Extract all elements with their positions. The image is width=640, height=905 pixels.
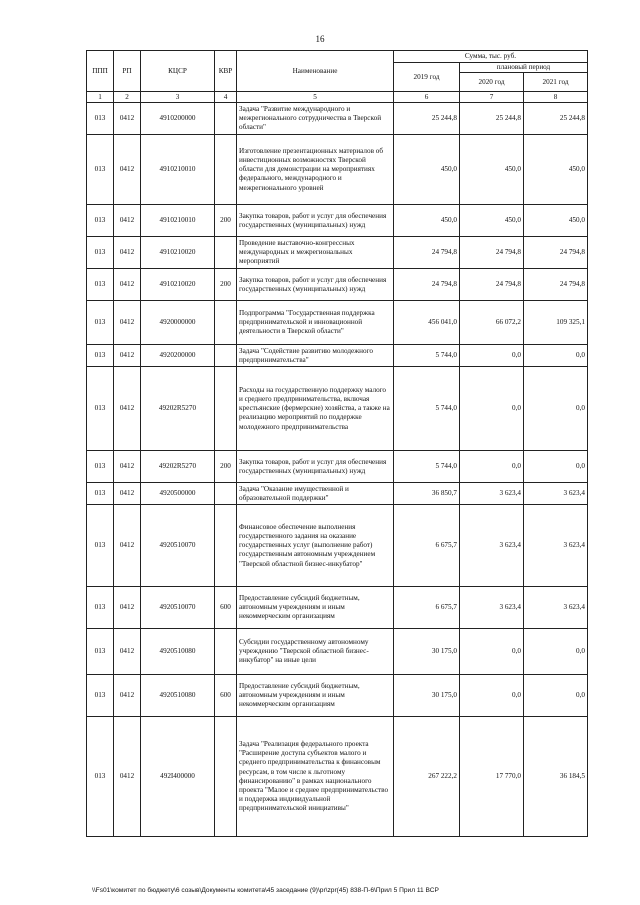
file-path-footer: \\Fs01\комитет по бюджету\6 созыв\Документы комитета\45 заседание (9)\pr\zpr(45) 838-П-6\Прил 5 Прил 11 ВСР (92, 887, 439, 894)
cell-kcsr: 4920510070 (141, 505, 215, 587)
cell-name: Закупка товаров, работ и услуг для обеспечения государственных (муниципальных) нужд (237, 451, 394, 483)
cell-kcsr: 492I400000 (141, 717, 215, 837)
cell-2021: 24 794,8 (524, 237, 588, 269)
column-number-row (87, 92, 588, 103)
cell-ppp: 013 (87, 135, 114, 205)
cell-ppp: 013 (87, 451, 114, 483)
header-ppp: ППП (87, 51, 114, 92)
cell-name: Изготовление презентационных материалов об инвестиционных возможностях Тверской области для демонстрации на мероприятиях федерального, международного и межрегионального уровней (237, 135, 394, 205)
cell-2019: 25 244,8 (394, 103, 460, 135)
cell-2021: 450,0 (524, 205, 588, 237)
table-row (87, 345, 588, 367)
cell-kvr (215, 135, 237, 205)
cell-2020: 3 623,4 (460, 483, 524, 505)
cell-kvr: 200 (215, 269, 237, 301)
cell-rp: 0412 (114, 505, 141, 587)
cell-ppp: 013 (87, 103, 114, 135)
cell-rp: 0412 (114, 587, 141, 629)
cell-ppp: 013 (87, 205, 114, 237)
cell-kcsr: 4910200000 (141, 103, 215, 135)
cell-kvr: 600 (215, 587, 237, 629)
cell-2020: 3 623,4 (460, 587, 524, 629)
cell-name: Задача "Развитие международного и межрегионального сотрудничества в Тверской области" (237, 103, 394, 135)
header-rp: РП (114, 51, 141, 92)
cell-rp: 0412 (114, 301, 141, 345)
cell-name: Проведение выставочно-конгрессных международных и межрегиональных мероприятий (237, 237, 394, 269)
cell-kvr (215, 367, 237, 451)
table-row (87, 483, 588, 505)
column-number-4: 4 (215, 92, 237, 103)
cell-2019: 456 041,0 (394, 301, 460, 345)
cell-rp: 0412 (114, 451, 141, 483)
header-sum: Сумма, тыс. руб. (394, 51, 588, 63)
cell-ppp: 013 (87, 301, 114, 345)
cell-rp: 0412 (114, 675, 141, 717)
table-body (87, 103, 588, 837)
cell-2020: 0,0 (460, 675, 524, 717)
table-row (87, 717, 588, 837)
cell-2020: 25 244,8 (460, 103, 524, 135)
cell-name: Субсидии государственному автономному учреждению "Тверской областной бизнес-инкубатор" на иные цели (237, 629, 394, 675)
cell-kcsr: 4920510080 (141, 675, 215, 717)
cell-kcsr: 4920200000 (141, 345, 215, 367)
table-row (87, 135, 588, 205)
cell-rp: 0412 (114, 103, 141, 135)
cell-name: Задача "Оказание имущественной и образовательной поддержки" (237, 483, 394, 505)
cell-2019: 5 744,0 (394, 345, 460, 367)
cell-kvr (215, 103, 237, 135)
cell-2019: 450,0 (394, 135, 460, 205)
cell-2019: 6 675,7 (394, 505, 460, 587)
cell-rp: 0412 (114, 237, 141, 269)
cell-2020: 450,0 (460, 135, 524, 205)
cell-kvr: 200 (215, 205, 237, 237)
table-row (87, 505, 588, 587)
cell-2019: 6 675,7 (394, 587, 460, 629)
cell-2020: 0,0 (460, 629, 524, 675)
cell-kcsr: 4920510080 (141, 629, 215, 675)
header-kcsr: КЦСР (141, 51, 215, 92)
cell-kvr (215, 505, 237, 587)
cell-ppp: 013 (87, 717, 114, 837)
cell-ppp: 013 (87, 629, 114, 675)
table-row (87, 237, 588, 269)
header-planned-period: плановый период (460, 63, 588, 73)
cell-rp: 0412 (114, 269, 141, 301)
table-row (87, 629, 588, 675)
cell-2021: 0,0 (524, 345, 588, 367)
cell-2020: 0,0 (460, 367, 524, 451)
cell-2021: 36 184,5 (524, 717, 588, 837)
cell-kvr (215, 237, 237, 269)
cell-2021: 25 244,8 (524, 103, 588, 135)
cell-name: Предоставление субсидий бюджетным, автономным учреждениям и иным некоммерческим организациям (237, 675, 394, 717)
cell-2020: 3 623,4 (460, 505, 524, 587)
table-row (87, 103, 588, 135)
cell-2021: 3 623,4 (524, 587, 588, 629)
cell-name: Задача "Содействие развитию молодежного предпринимательства" (237, 345, 394, 367)
cell-2019: 24 794,8 (394, 269, 460, 301)
cell-name: Предоставление субсидий бюджетным, автономным учреждениям и иным некоммерческим организациям (237, 587, 394, 629)
cell-2019: 5 744,0 (394, 367, 460, 451)
header-year-2019: 2019 год (394, 63, 460, 92)
table-row (87, 451, 588, 483)
cell-2021: 3 623,4 (524, 483, 588, 505)
cell-2019: 24 794,8 (394, 237, 460, 269)
cell-name: Финансовое обеспечение выполнения государственного задания на оказание государственных услуг (выполнение работ) государственным автономным учреждением "Тверской областной бизнес-инкубатор" (237, 505, 394, 587)
cell-2019: 36 850,7 (394, 483, 460, 505)
cell-2020: 17 770,0 (460, 717, 524, 837)
cell-ppp: 013 (87, 345, 114, 367)
cell-kcsr: 4910210020 (141, 237, 215, 269)
cell-kvr (215, 345, 237, 367)
cell-kcsr: 4920500000 (141, 483, 215, 505)
cell-name: Подпрограмма "Государственная поддержка предпринимательской и инновационной деятельности в Тверской области" (237, 301, 394, 345)
table-row (87, 205, 588, 237)
cell-ppp: 013 (87, 269, 114, 301)
cell-2019: 30 175,0 (394, 675, 460, 717)
cell-kcsr: 4910210010 (141, 135, 215, 205)
column-number-5: 5 (237, 92, 394, 103)
table-header (87, 51, 588, 103)
cell-2021: 0,0 (524, 675, 588, 717)
cell-kcsr: 49202R5270 (141, 367, 215, 451)
cell-2021: 24 794,8 (524, 269, 588, 301)
cell-2021: 0,0 (524, 367, 588, 451)
header-year-2020: 2020 год (460, 73, 524, 92)
cell-2021: 109 325,1 (524, 301, 588, 345)
cell-kvr (215, 483, 237, 505)
cell-2019: 30 175,0 (394, 629, 460, 675)
cell-kcsr: 49202R5270 (141, 451, 215, 483)
cell-2019: 450,0 (394, 205, 460, 237)
cell-rp: 0412 (114, 367, 141, 451)
cell-2020: 0,0 (460, 451, 524, 483)
column-number-6: 6 (394, 92, 460, 103)
cell-ppp: 013 (87, 367, 114, 451)
cell-2021: 3 623,4 (524, 505, 588, 587)
cell-2021: 0,0 (524, 451, 588, 483)
cell-name: Расходы на государственную поддержку малого и среднего предпринимательства, включая крестьянские (фермерские) хозяйства, а также на реализацию мероприятий по поддержке молодежного предпринимательства (237, 367, 394, 451)
table-row (87, 587, 588, 629)
header-kvr: КВР (215, 51, 237, 92)
cell-kcsr: 4910210020 (141, 269, 215, 301)
header-year-2021: 2021 год (524, 73, 588, 92)
cell-2019: 267 222,2 (394, 717, 460, 837)
cell-name: Закупка товаров, работ и услуг для обеспечения государственных (муниципальных) нужд (237, 269, 394, 301)
cell-name: Закупка товаров, работ и услуг для обеспечения государственных (муниципальных) нужд (237, 205, 394, 237)
cell-kcsr: 4910210010 (141, 205, 215, 237)
column-number-7: 7 (460, 92, 524, 103)
cell-2020: 450,0 (460, 205, 524, 237)
cell-rp: 0412 (114, 629, 141, 675)
cell-ppp: 013 (87, 505, 114, 587)
page-number: 16 (315, 34, 325, 44)
column-number-3: 3 (141, 92, 215, 103)
table-row (87, 675, 588, 717)
table-row (87, 301, 588, 345)
cell-kvr (215, 301, 237, 345)
column-number-8: 8 (524, 92, 588, 103)
cell-rp: 0412 (114, 717, 141, 837)
cell-rp: 0412 (114, 205, 141, 237)
cell-2019: 5 744,0 (394, 451, 460, 483)
budget-table (86, 50, 588, 837)
table-row (87, 367, 588, 451)
cell-ppp: 013 (87, 675, 114, 717)
cell-2021: 450,0 (524, 135, 588, 205)
column-number-1: 1 (87, 92, 114, 103)
header-name: Наименование (237, 51, 394, 92)
cell-ppp: 013 (87, 237, 114, 269)
cell-2021: 0,0 (524, 629, 588, 675)
cell-kvr: 200 (215, 451, 237, 483)
cell-rp: 0412 (114, 345, 141, 367)
cell-rp: 0412 (114, 483, 141, 505)
cell-2020: 24 794,8 (460, 237, 524, 269)
cell-name: Задача "Реализация федерального проекта "Расширение доступа субъектов малого и среднего предпринимательства к финансовым ресурсам, в том числе к льготному финансированию" в рамках национального проекта "Малое и среднее предпринимательство и поддержка индивидуальной предпринимательской инициативы" (237, 717, 394, 837)
cell-ppp: 013 (87, 587, 114, 629)
cell-kvr (215, 717, 237, 837)
cell-kvr: 600 (215, 675, 237, 717)
cell-ppp: 013 (87, 483, 114, 505)
cell-rp: 0412 (114, 135, 141, 205)
table-row (87, 269, 588, 301)
cell-2020: 66 072,2 (460, 301, 524, 345)
column-number-2: 2 (114, 92, 141, 103)
cell-2020: 0,0 (460, 345, 524, 367)
cell-2020: 24 794,8 (460, 269, 524, 301)
cell-kcsr: 4920510070 (141, 587, 215, 629)
cell-kcsr: 4920000000 (141, 301, 215, 345)
cell-kvr (215, 629, 237, 675)
